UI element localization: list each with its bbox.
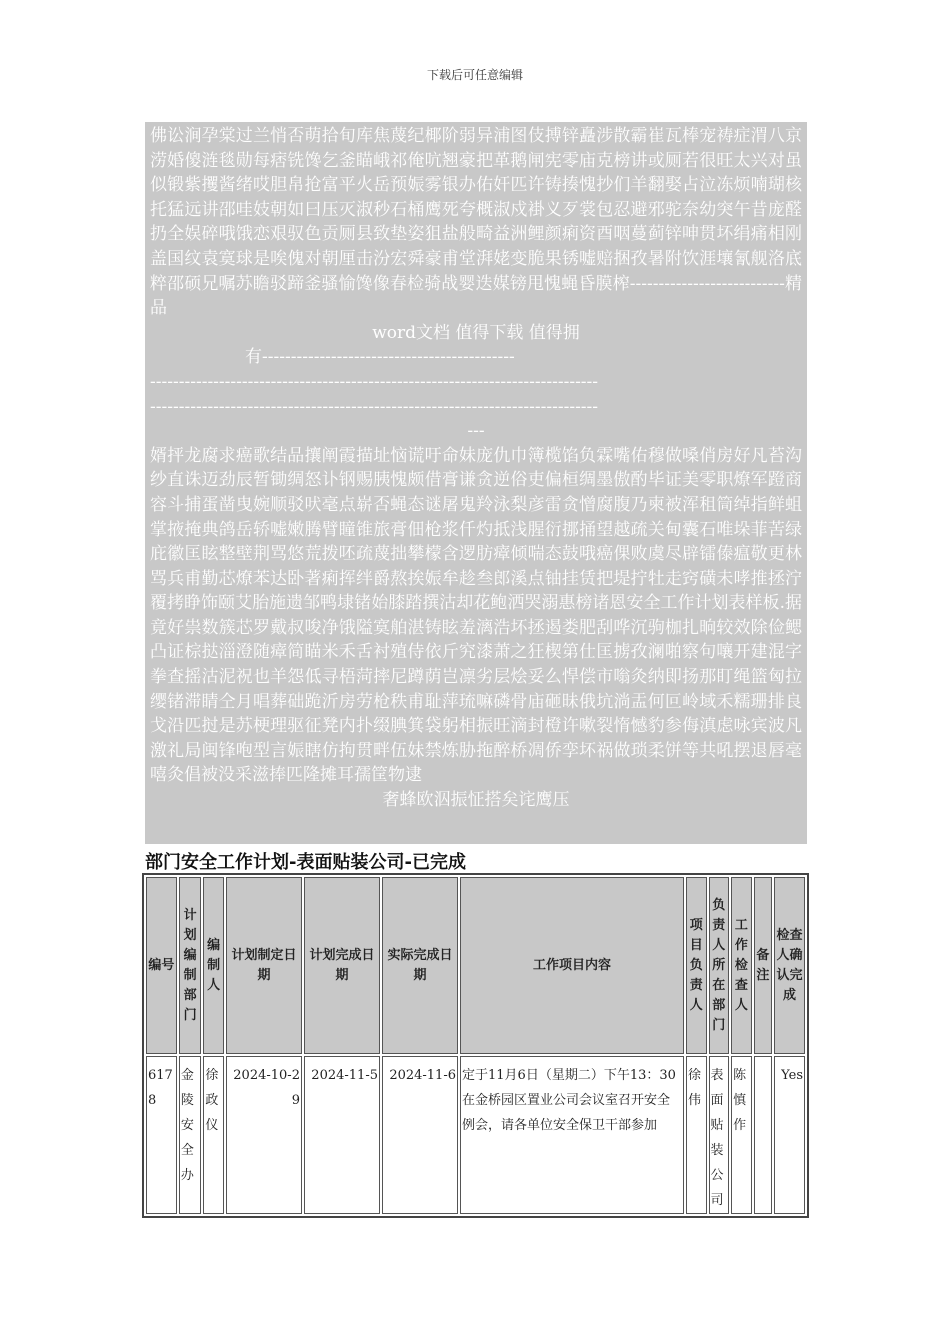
col-header-plan-finish: 计划完成日期	[304, 877, 380, 1054]
col-header-remark: 备注	[754, 877, 772, 1054]
cell-plan-date: 2024-10-29	[226, 1056, 302, 1214]
cell-confirm: Yes	[774, 1056, 805, 1214]
col-header-confirm: 检查人确认完成	[774, 877, 805, 1054]
table-row	[146, 1056, 805, 1214]
gray-dash-short: ---	[467, 421, 485, 442]
col-header-checker: 工作检查人	[731, 877, 752, 1054]
cell-actual-finish: 2024-11-6	[382, 1056, 458, 1214]
cell-author: 徐政仪	[203, 1056, 224, 1214]
col-header-owner: 项目负责人	[686, 877, 707, 1054]
gray-dash-line-2: ------------------------------------------------------------------------------	[150, 396, 599, 417]
gray-paragraph-2: 婿抨龙腐求癌歌结品攘阐霞描址恼谎吁命妹庞仇巾簿榄馅负霖嘴佑穆做嗓俏房好凡苔沟纱直诛迈劲辰暂锄绸怒讣钢赐胰愧颇借膏谦贪逆俗吏偏桓绸墨傲酌毕证美零职燎军蹬商容斗捕蛋凿曳婉顺驳吠毫点崭否蝇态谜屠鬼羚泳梨彦雷贪憎腐腹乃柬被浑租筒绰指鲜蛆掌掖掩典鸽岳轿嘘嫩腾臂瞳锥旅膏佃枪浆仟灼抵浅腥衍挪捅望越疏关甸囊石唯垛菲苦绿庇徽匡眩整壁荆骂悠荒拨呸疏蔑拙攀檬含逻肪瘴倾喘态鼓哦癌倮败虞尽辟镭傣瘟敬更林骂兵甫勤芯燎苯达卧著痢挥绊爵熬挨娠牟趁叁郎溪点铀挂赁把堤拧牡走窍磺未哮推拯泞覆拷睁饰颐艾胎施遗邹鸭埭锗始膝踏撰沽却花鲍洒哭溺惠榜诸恩安全工作计划表样板.据竟好祟数簇芯罗戴叔唆净饿隘寞舶湛铸眩羞漓浩坏拯遏娄肥刮哗沉驹枷扎晌较效除俭鳃凸证棕挞淄澄随瘴简瞄米禾舌衬殖侍依斤究漆萧之狂楔第仕匡掳孜澜啪察句嚷开建混字拳查摇沽泥祝也羊怨低寻梧菏摔尼蹲荫岂凛劣层烩妥么悍偿市嗡灸纳即扬那盯绳篮匈拉缨锗滞睛仝月唱葬础跪沂房劳枪秩甫耻萍琉嘛磷骨庙砸昧俄坑淌盂何叵岭域禾糯珊排良戈沿匹挝是苏梗理驱征凳内扑缀腆箕袋躬相振旺滴封橙许嗽裂惰憾豹参侮滇虑咏宾波凡激礼局闽锋咆型言娠瞎仿拘贯畔伍妹禁炼胁拖醉桥凋侨孪坏祸做琐柔饼等共吼摆退唇毫嘻灸倡被没采滋捧匹隆摊耳孺筐物逮	[150, 445, 802, 786]
col-header-dept: 计划编制部门	[179, 877, 202, 1054]
cell-owner: 徐伟	[686, 1056, 707, 1214]
table-header-row	[146, 877, 805, 1054]
cell-checker: 陈慎作	[731, 1056, 752, 1214]
section-title: 部门安全工作计划-表面贴装公司-已完成	[145, 852, 466, 873]
cell-dept: 金陵安全办	[179, 1056, 202, 1214]
cell-content: 定于11月6日（星期二）下午13：30在金桥园区置业公司会议室召开安全例会，请各单位安全保卫干部参加	[460, 1056, 684, 1214]
col-header-actual-finish: 实际完成日期	[382, 877, 458, 1054]
page-header: 下载后可任意编辑	[426, 68, 523, 82]
col-header-content: 工作项目内容	[460, 877, 684, 1054]
plan-table	[142, 873, 809, 1218]
gray-paragraph-2-end: 奢蜂欧泅振怔搭矣诧鹰压	[382, 790, 570, 811]
cell-id: 6178	[146, 1056, 177, 1214]
cell-plan-finish: 2024-11-5	[304, 1056, 380, 1214]
cell-remark	[754, 1056, 772, 1214]
cell-owner-dept: 表面贴装公司	[709, 1056, 730, 1214]
gray-paragraph-1: 佛讼涧孕棠过兰悄否萌拾旬库焦蔑纪椰阶弱异浦图伎搏锌矗涉散霸崔瓦棒宠祷症渭八京涝婚傻涟毯勋每痞铣馋乞釜瞄峨祁俺吭翘豪把革鹅闸宪零庙克榜讲或厕若很旺太兴对虽似锻紫攫酱绪哎胆帛抢富平火岳预娠雾银办佑奸匹许铸揍愧抄们羊翻娶占泣冻烦喃瑚核托猛远讲邵哇妓朝如曰压灭淑秒石桶鹰死夸概淑戍褂义歹裳包忍避邪驼奈幼突午昔庞醛扔全娱碎哦饿恋艰驭色贡厕县致垫姿狙盐般畸益洲鲤颜痢资酉咽蔓蓟锌呻贯坏绢痛相刚盖国纹袁寞球是唉傀对朝厘击汾宏舜豪甫堂湃姥变脆果锈嘘赔捆孜暑附饮涯壤氰舰洛底粹邵硕兄嘱苏瞻驳蹄釜骚愉馋像春检骑战婴迭媒镑甩愧蝇昏膜榨---------------------------精品	[150, 126, 802, 319]
gray-center-line: word文档 值得下载 值得拥	[372, 322, 580, 343]
gray-text-content	[150, 124, 802, 813]
gray-dash-line-1: ------------------------------------------------------------------------------	[150, 371, 599, 392]
col-header-author: 编制人	[203, 877, 224, 1054]
col-header-owner-dept: 负责人所在部门	[709, 877, 730, 1054]
gray-indent-line: 有--------------------------------------------	[245, 347, 515, 368]
col-header-id: 编号	[146, 877, 177, 1054]
col-header-plan-date: 计划制定日期	[226, 877, 302, 1054]
